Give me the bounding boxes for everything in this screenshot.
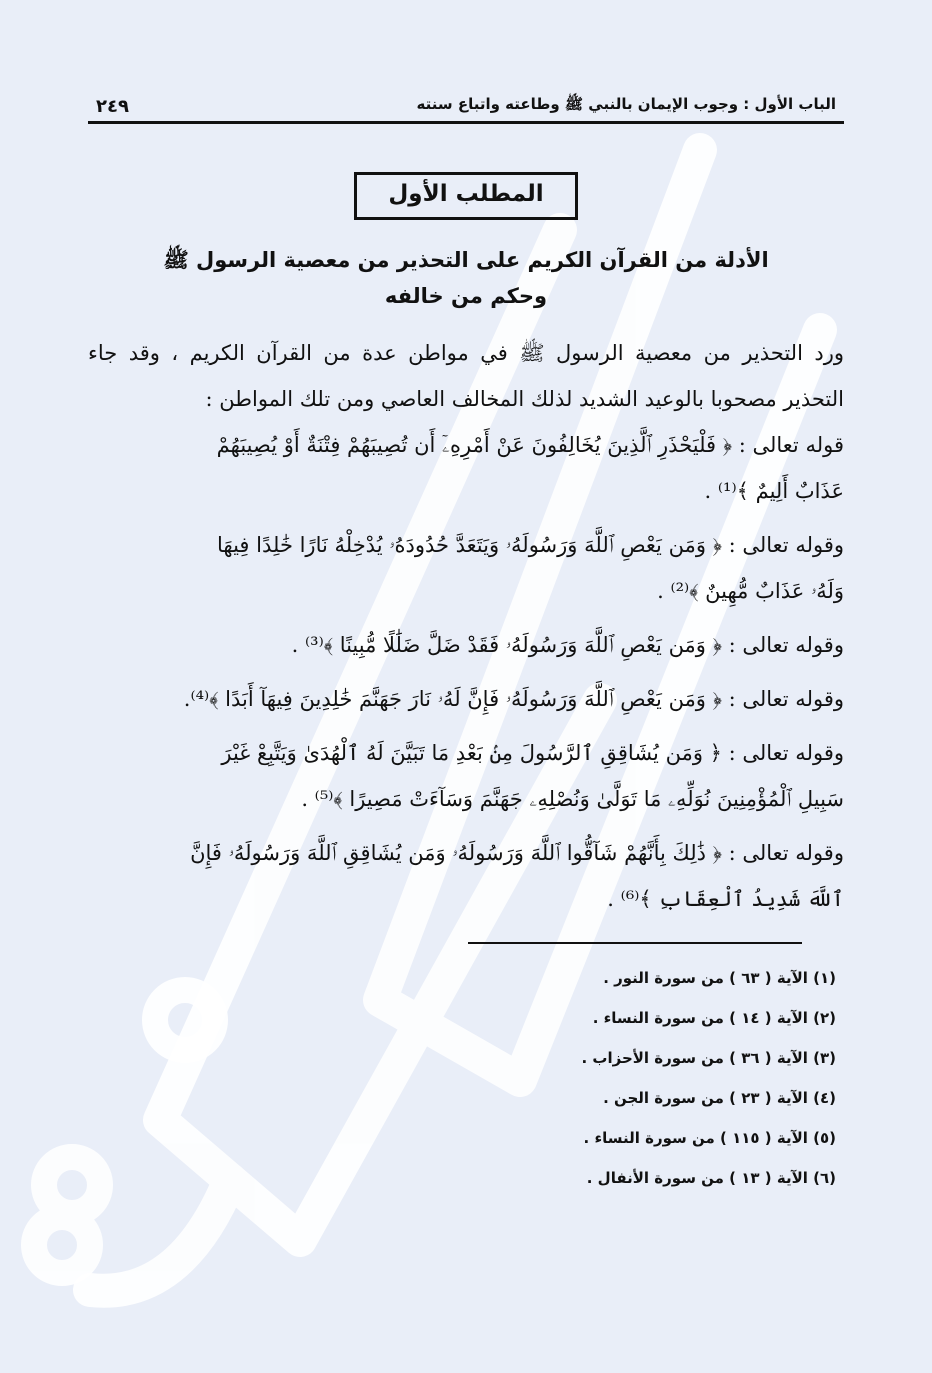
verse-quote-4 (88, 676, 844, 722)
verse-quote-2 (88, 522, 844, 614)
verse-line: وقوله تعالى : ﴿ وَمَن يَعْصِ ٱللَّهَ وَرَسُولَهُۥ فَقَدْ ضَلَّ ضَلَٰلًا مُّبِينًا ﴾⁽³⁾ . (291, 633, 844, 657)
verse-line: سَبِيلِ ٱلْمُؤْمِنِينَ نُوَلِّهِۦ مَا تَوَلَّىٰ وَنُصْلِهِۦ جَهَنَّمَ وَسَآءَتْ مَصِيرًا ﴾⁽⁵⁾ . (301, 787, 844, 811)
verse-line: وَلَهُۥ عَذَابٌ مُّهِينٌ ﴾⁽²⁾ . (657, 579, 844, 603)
verse-quote-3 (88, 622, 844, 668)
verse-line: وقوله تعالى : ﴿ ذَٰلِكَ بِأَنَّهُمْ شَآقُّوا ٱللَّهَ وَرَسُولَهُۥ وَمَن يُشَاقِقِ ٱللَّهَ وَرَسُولَهُۥ فَإِنَّ (190, 841, 844, 865)
heading-line-1: الأدلة من القرآن الكريم على التحذير من معصية الرسول ﷺ (163, 248, 769, 272)
verse-line: قوله تعالى : ﴿ فَلْيَحْذَرِ ٱلَّذِينَ يُخَالِفُونَ عَنْ أَمْرِهِۦٓ أَن تُصِيبَهُمْ فِتْنَةٌ أَوْ يُصِيبَهُمْ (216, 433, 844, 457)
running-title: الباب الأول : وجوب الإيمان بالنبي ﷺ وطاعته واتباع سنته (416, 95, 836, 113)
verse-quote-5 (88, 730, 844, 822)
page-content (88, 90, 844, 1198)
footnotes (88, 958, 844, 1198)
verse-line: وقوله تعالى : ﴿ وَمَن يَعْصِ ٱللَّهَ وَرَسُولَهُۥ وَيَتَعَدَّ حُدُودَهُۥ يُدْخِلْهُ نَارًا خَٰلِدًا فِيهَا (217, 533, 844, 557)
footnote: (٣) الآية ( ٣٦ ) من سورة الأحزاب . (581, 1049, 836, 1067)
verse-line: وقوله تعالى : ﴿ وَمَن يَعْصِ ٱللَّهَ وَرَسُولَهُۥ فَإِنَّ لَهُۥ نَارَ جَهَنَّمَ خَٰلِدِينَ فِيهَآ أَبَدًا ﴾⁽⁴⁾. (183, 687, 844, 711)
footnote: (٤) الآية ( ٢٣ ) من سورة الجن . (603, 1089, 836, 1107)
verse-quote-6 (88, 830, 844, 922)
section-box-wrap (88, 172, 844, 220)
intro-paragraph: ورد التحذير من معصية الرسول ﷺ في مواطن عدة من القرآن الكريم ، وقد جاء التحذير مصحوبا بالوعيد الشديد لذلك المخالف العاصي ومن تلك المواطن : (88, 341, 844, 411)
running-header (88, 90, 844, 124)
heading-line-2: وحكم من خالفه (384, 284, 548, 308)
body-text (88, 330, 844, 922)
verse-line: وقوله تعالى : ﴿ وَمَن يُشَاقِقِ ٱلرَّسُولَ مِنۢ بَعْدِ مَا تَبَيَّنَ لَهُ ٱلْهُدَىٰ وَيَتَّبِعْ غَيْرَ (221, 741, 844, 765)
verse-line: عَذَابٌ أَلِيمٌ ﴾⁽¹⁾ . (704, 479, 844, 503)
verse-quote-1 (88, 422, 844, 514)
footnote-divider (468, 942, 802, 944)
footnote: (٢) الآية ( ١٤ ) من سورة النساء . (592, 1009, 836, 1027)
footnote: (٦) الآية ( ١٣ ) من سورة الأنفال . (586, 1169, 836, 1187)
page-number: ٢٤٩ (96, 96, 129, 117)
chapter-heading (88, 242, 844, 314)
section-title: المطلب الأول (354, 172, 578, 220)
footnote: (٥) الآية ( ١١٥ ) من سورة النساء . (583, 1129, 836, 1147)
verse-line: ٱللَّهَ شَدِيدُ ٱلْعِقَابِ ﴾⁽⁶⁾ . (607, 887, 844, 911)
footnote: (١) الآية ( ٦٣ ) من سورة النور . (603, 969, 836, 987)
